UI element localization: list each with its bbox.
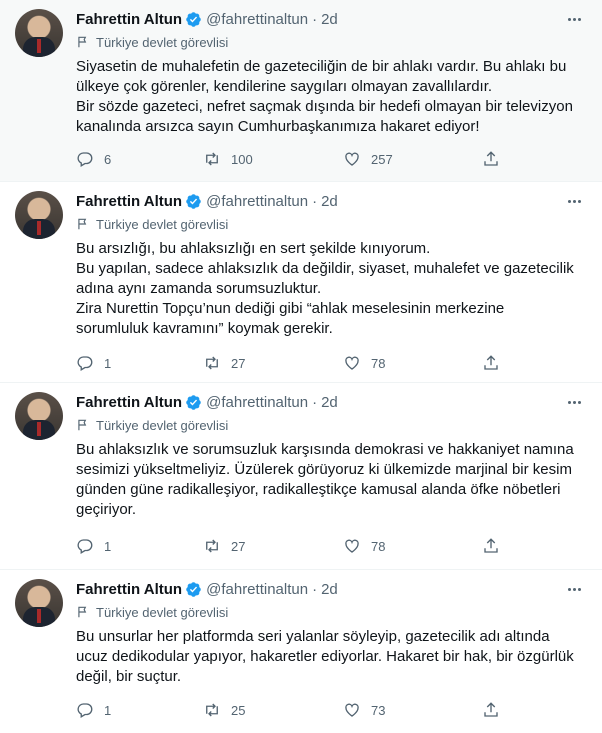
more-icon[interactable] [564, 393, 584, 411]
verified-badge-icon [185, 11, 202, 28]
retweet-count: 25 [231, 702, 246, 718]
author-name[interactable]: Fahrettin Altun [76, 192, 183, 210]
heart-icon [343, 354, 361, 372]
verified-badge-icon [185, 581, 202, 598]
avatar-tie [37, 422, 41, 436]
tweet-header [76, 191, 338, 211]
share-icon [482, 150, 500, 168]
tweet-text [76, 440, 586, 520]
reply-count: 1 [104, 538, 112, 554]
avatar[interactable] [15, 579, 63, 627]
like-button[interactable] [343, 147, 393, 171]
like-count: 78 [371, 355, 386, 371]
share-icon [482, 701, 500, 719]
account-label [76, 215, 228, 233]
tweet-header [76, 9, 338, 29]
author-handle[interactable]: @fahrettinaltun [206, 580, 309, 598]
tweet-header [76, 392, 338, 412]
author-name[interactable]: Fahrettin Altun [76, 10, 183, 28]
share-button[interactable] [482, 698, 510, 722]
tweet-text [76, 627, 586, 687]
retweet-icon [203, 701, 221, 719]
tweet[interactable] [0, 182, 602, 383]
tweet-text-content: Siyasetin de muhalefetin de gazeteciliğin de bir ahlakı vardır. Bu ahlakı bu ülkeye çok görenler, kendilerine saygıları olmayan zavallılardır. Bir sözde gazeteci, nefret saçmak dışında bir hedefi olmayan bir televizyon kanalında arsızca sayın Cumhurbaşkanımıza hakaret ediyor! [76, 58, 573, 135]
account-label-text: Türkiye devlet görevlisi [96, 417, 229, 433]
flag-icon [76, 217, 90, 231]
author-handle[interactable]: @fahrettinaltun [206, 10, 309, 28]
tweet-actions [70, 351, 510, 375]
reply-icon [76, 354, 94, 372]
avatar[interactable] [15, 191, 63, 239]
author-name[interactable]: Fahrettin Altun [76, 393, 183, 411]
avatar[interactable] [15, 9, 63, 57]
tweet-actions [70, 534, 510, 558]
separator-dot: · [312, 580, 318, 598]
author-name[interactable]: Fahrettin Altun [76, 580, 183, 598]
timestamp[interactable]: 2d [321, 192, 338, 210]
like-count: 78 [371, 538, 386, 554]
avatar-tie [37, 221, 41, 235]
reply-button[interactable] [76, 534, 111, 558]
share-icon [482, 537, 500, 555]
account-label [76, 416, 228, 434]
retweet-icon [203, 354, 221, 372]
timestamp[interactable]: 2d [321, 580, 338, 598]
tweet-text-content: Bu ahlaksızlık ve sorumsuzluk karşısında demokrasi ve hakkaniyet namına sesimizi yükseltmeliyiz. Üzülerek görüyoruz ki ülkemizde marjinal bir kesim günden güne radikalleşiyor, radikalleştikçe kamusal alanda öfke nöbetleri geçiriyor. [76, 441, 574, 518]
like-button[interactable] [343, 534, 385, 558]
reply-icon [76, 150, 94, 168]
reply-icon [76, 537, 94, 555]
like-count: 257 [371, 151, 393, 167]
like-count: 73 [371, 702, 386, 718]
tweet-text-content: Bu unsurlar her platformda seri yalanlar söyleyip, gazetecilik adı altında ucuz dedikodular yapıyor, hakaretler ediyorlar. Hakaret bir hak, bir özgürlük değil, bir suçtur. [76, 628, 574, 685]
reply-count: 6 [104, 151, 112, 167]
tweet-header [76, 579, 338, 599]
heart-icon [343, 150, 361, 168]
reply-button[interactable] [76, 698, 111, 722]
more-icon[interactable] [564, 10, 584, 28]
reply-count: 1 [104, 355, 112, 371]
author-handle[interactable]: @fahrettinaltun [206, 393, 309, 411]
avatar-tie [37, 39, 41, 53]
share-button[interactable] [482, 534, 510, 558]
account-label-text: Türkiye devlet görevlisi [96, 216, 229, 232]
tweet[interactable] [0, 570, 602, 733]
more-icon[interactable] [564, 580, 584, 598]
tweet-text [76, 239, 586, 339]
like-button[interactable] [343, 698, 385, 722]
separator-dot: · [312, 192, 318, 210]
tweet[interactable] [0, 383, 602, 570]
account-label [76, 33, 228, 51]
tweet-text-content: Bu arsızlığı, bu ahlaksızlığı en sert şekilde kınıyorum. Bu yapılan, sadece ahlaksızlık da değildir, siyaset, muhalefet ve gazetecilik adına aynı zamanda sorumsuzluktur. Zira Nurettin Topçu’nun dediği gibi “ahlak meselesinin merkezine sorumluluk kavramını” koymak gerekir. [76, 240, 574, 337]
reply-icon [76, 701, 94, 719]
avatar[interactable] [15, 392, 63, 440]
timestamp[interactable]: 2d [321, 10, 338, 28]
share-button[interactable] [482, 147, 510, 171]
separator-dot: · [312, 10, 318, 28]
account-label [76, 603, 228, 621]
account-label-text: Türkiye devlet görevlisi [96, 34, 229, 50]
like-button[interactable] [343, 351, 385, 375]
reply-count: 1 [104, 702, 112, 718]
tweet[interactable] [0, 0, 602, 182]
tweet-actions [70, 147, 510, 171]
share-button[interactable] [482, 351, 510, 375]
flag-icon [76, 605, 90, 619]
heart-icon [343, 701, 361, 719]
retweet-icon [203, 150, 221, 168]
retweet-count: 100 [231, 151, 253, 167]
separator-dot: · [312, 393, 318, 411]
timestamp[interactable]: 2d [321, 393, 338, 411]
flag-icon [76, 35, 90, 49]
reply-button[interactable] [76, 147, 111, 171]
avatar-tie [37, 609, 41, 623]
heart-icon [343, 537, 361, 555]
account-label-text: Türkiye devlet görevlisi [96, 604, 229, 620]
retweet-button[interactable] [203, 698, 245, 722]
retweet-icon [203, 537, 221, 555]
retweet-button[interactable] [203, 534, 245, 558]
reply-button[interactable] [76, 351, 111, 375]
tweet-text [76, 57, 586, 137]
retweet-count: 27 [231, 355, 246, 371]
flag-icon [76, 418, 90, 432]
tweet-actions [70, 698, 510, 722]
retweet-button[interactable] [203, 147, 253, 171]
more-icon[interactable] [564, 192, 584, 210]
retweet-count: 27 [231, 538, 246, 554]
verified-badge-icon [185, 193, 202, 210]
author-handle[interactable]: @fahrettinaltun [206, 192, 309, 210]
retweet-button[interactable] [203, 351, 245, 375]
share-icon [482, 354, 500, 372]
verified-badge-icon [185, 394, 202, 411]
